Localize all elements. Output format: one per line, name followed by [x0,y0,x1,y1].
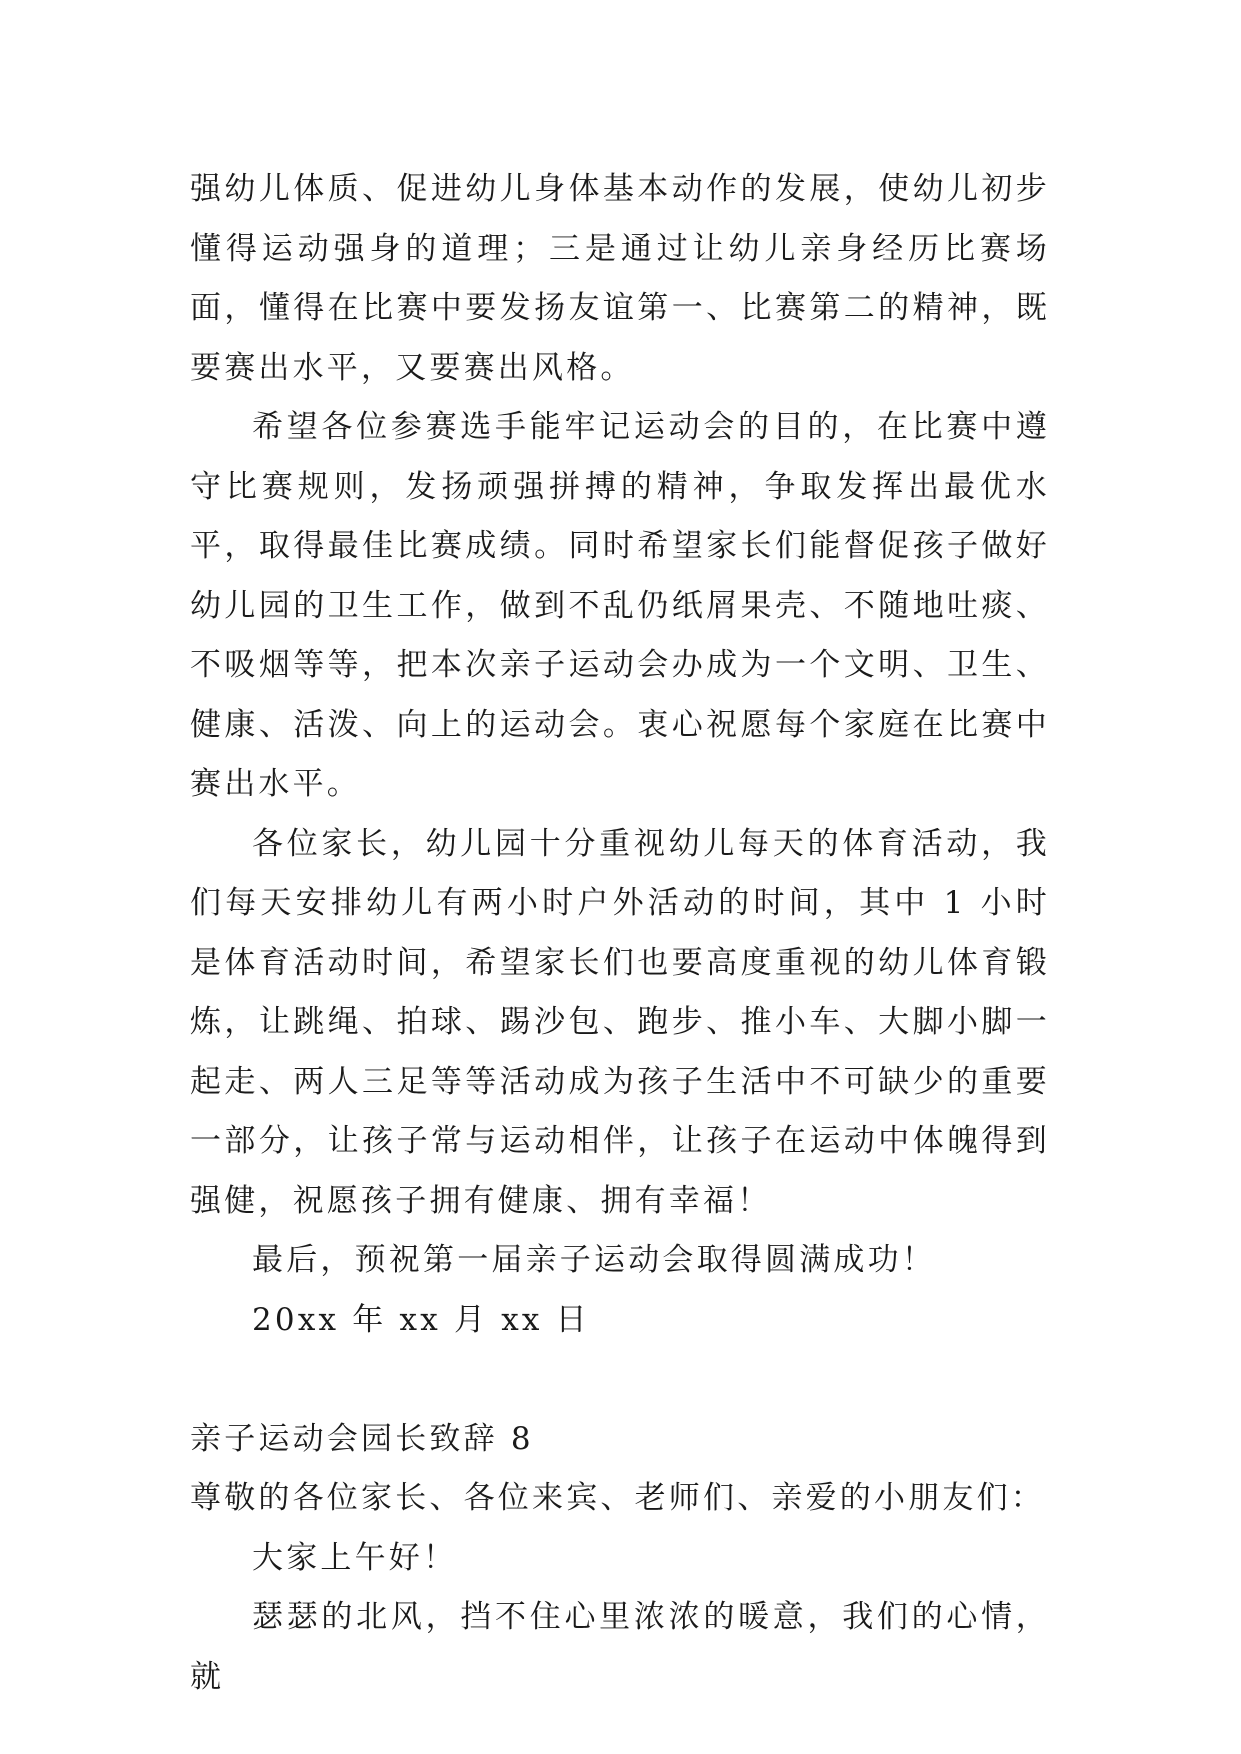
paragraph-parents-sports: 各位家长，幼儿园十分重视幼儿每天的体育活动，我们每天安排幼儿有两小时户外活动的时间，其中 1 小时是体育活动时间，希望家长们也要高度重视的幼儿体育锻炼，让跳绳、拍球、踢沙包、跑步、推小车、大脚小脚一起走、两人三足等等活动成为孩子生活中不可缺少的重要一部分，让孩子常与运动相伴，让孩子在运动中体魄得到强健，祝愿孩子拥有健康、拥有幸福！ [190,825,1050,1219]
paragraph-closing-wish: 最后，预祝第一届亲子运动会取得圆满成功！ [252,1242,936,1278]
section-spacer [190,1350,1050,1410]
greeting: 大家上午好！ [252,1539,458,1576]
paragraph-continuation: 强幼儿体质、促进幼儿身体基本动作的发展，使幼儿初步懂得运动强身的道理；三是通过让幼儿亲身经历比赛场面，懂得在比赛中要发扬友谊第一、比赛第二的精神，既要赛出水平，又要赛出风格。 [190,171,1050,386]
paragraph-opening: 瑟瑟的北风，挡不住心里浓浓的暖意，我们的心情，就 [190,1599,1050,1695]
paragraph-hope-contestants: 希望各位参赛选手能牢记运动会的目的，在比赛中遵守比赛规则，发扬顽强拼搏的精神，争取发挥出最优水平，取得最佳比赛成绩。同时希望家长们能督促孩子做好幼儿园的卫生工作，做到不乱仍纸屑果壳、不随地吐痰、不吸烟等等，把本次亲子运动会办成为一个文明、卫生、健康、活泼、向上的运动会。衷心祝愿每个家庭在比赛中赛出水平。 [190,409,1050,802]
salutation: 尊敬的各位家长、各位来宾、老师们、亲爱的小朋友们： [190,1480,1045,1516]
section-title: 亲子运动会园长致辞 8 [190,1420,534,1457]
document-body [190,160,1050,1707]
date-line: 20xx 年 xx 月 xx 日 [252,1301,590,1338]
